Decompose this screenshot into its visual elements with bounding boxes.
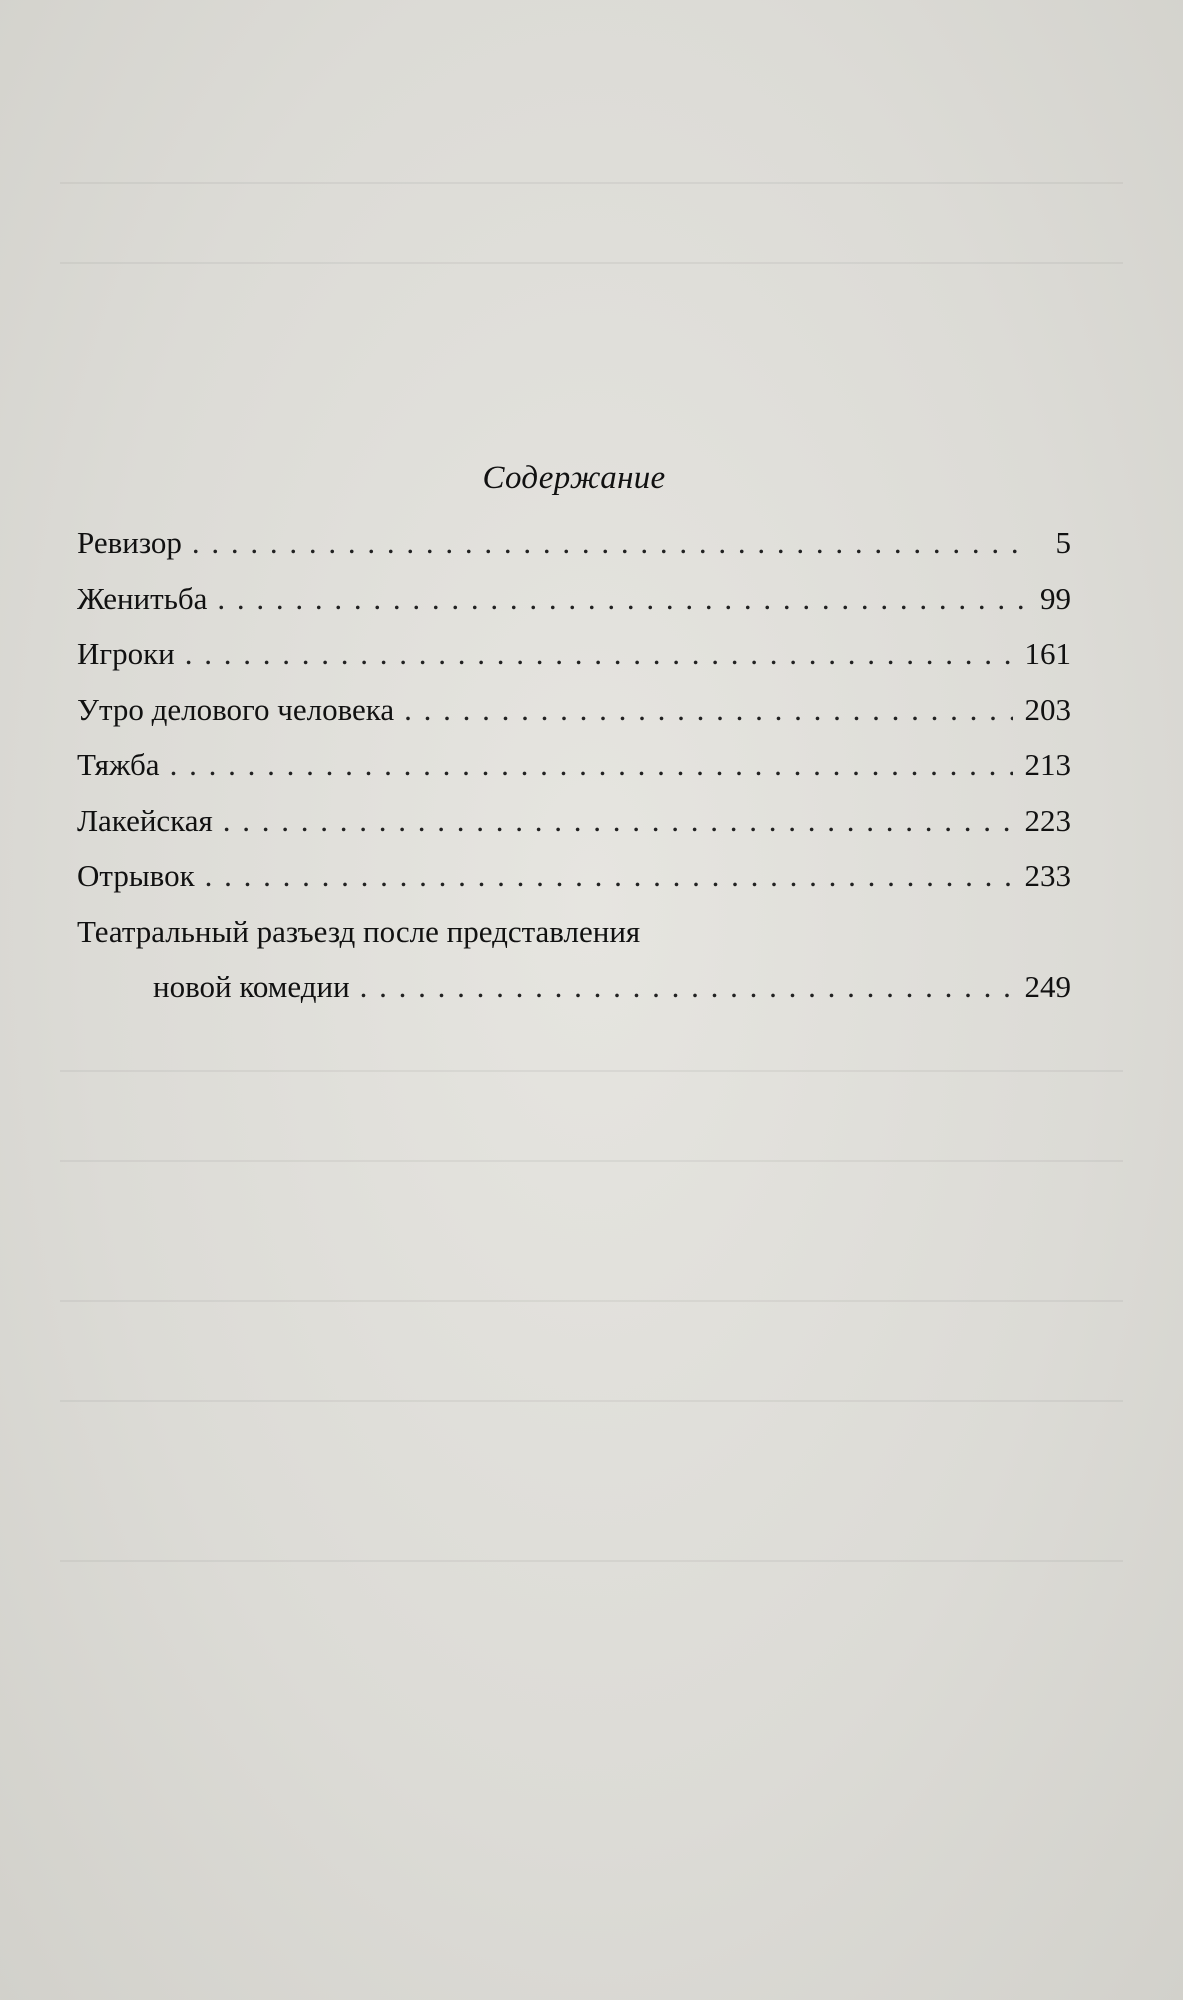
toc-entry-page: 223 [1024, 802, 1071, 838]
toc-leader-dots [217, 571, 1028, 627]
toc-entry-page: 249 [1024, 969, 1071, 1004]
toc-leader-dots [192, 515, 1029, 571]
toc-entry [77, 737, 1071, 793]
toc-entry-page: 233 [1024, 858, 1071, 893]
toc-entry-page: 5 [1055, 525, 1071, 560]
toc-entry-second-line [77, 959, 1071, 1015]
show-through-line [60, 1070, 1123, 1072]
toc-entry-title: Тяжба [77, 747, 160, 782]
toc-entry-title: Ревизор [77, 525, 182, 560]
show-through-line [60, 1300, 1123, 1302]
toc-entry-multiline [77, 904, 1071, 1015]
toc-entry-page: 99 [1040, 580, 1071, 616]
toc-leader-dots [360, 959, 1013, 1015]
toc-entry-title: Отрывок [77, 858, 195, 893]
toc-entry [77, 848, 1071, 904]
toc-entry-title: Женитьба [77, 580, 208, 616]
toc-entry [77, 626, 1071, 682]
toc-entry [77, 793, 1071, 849]
show-through-line [60, 182, 1123, 184]
toc-leader-dots [205, 848, 1013, 904]
toc-entry-page: 161 [1024, 636, 1071, 671]
toc-entry [77, 515, 1071, 571]
show-through-line [60, 262, 1123, 264]
toc-leader-dots [185, 626, 1013, 682]
show-through-line [60, 1560, 1123, 1562]
toc-entry-title-line2: новой комедии [153, 969, 350, 1004]
toc-list [77, 515, 1071, 1015]
show-through-line [60, 1400, 1123, 1402]
show-through-line [60, 1160, 1123, 1162]
toc-entry-title: Утро делового человека [77, 691, 395, 727]
toc-leader-dots [223, 793, 1013, 849]
toc-entry-title: Игроки [77, 636, 175, 671]
toc-entry [77, 682, 1071, 738]
toc-entry-page: 213 [1024, 747, 1071, 782]
toc-entry-page: 203 [1024, 691, 1071, 727]
toc-entry-title: Лакейская [77, 802, 213, 838]
table-of-contents [77, 460, 1071, 1015]
toc-heading: Содержание [482, 460, 666, 496]
toc-leader-dots [170, 737, 1013, 793]
toc-entry [77, 571, 1071, 627]
toc-leader-dots [404, 682, 1012, 738]
toc-entry-title-line1: Театральный разъезд после представления [77, 913, 641, 949]
